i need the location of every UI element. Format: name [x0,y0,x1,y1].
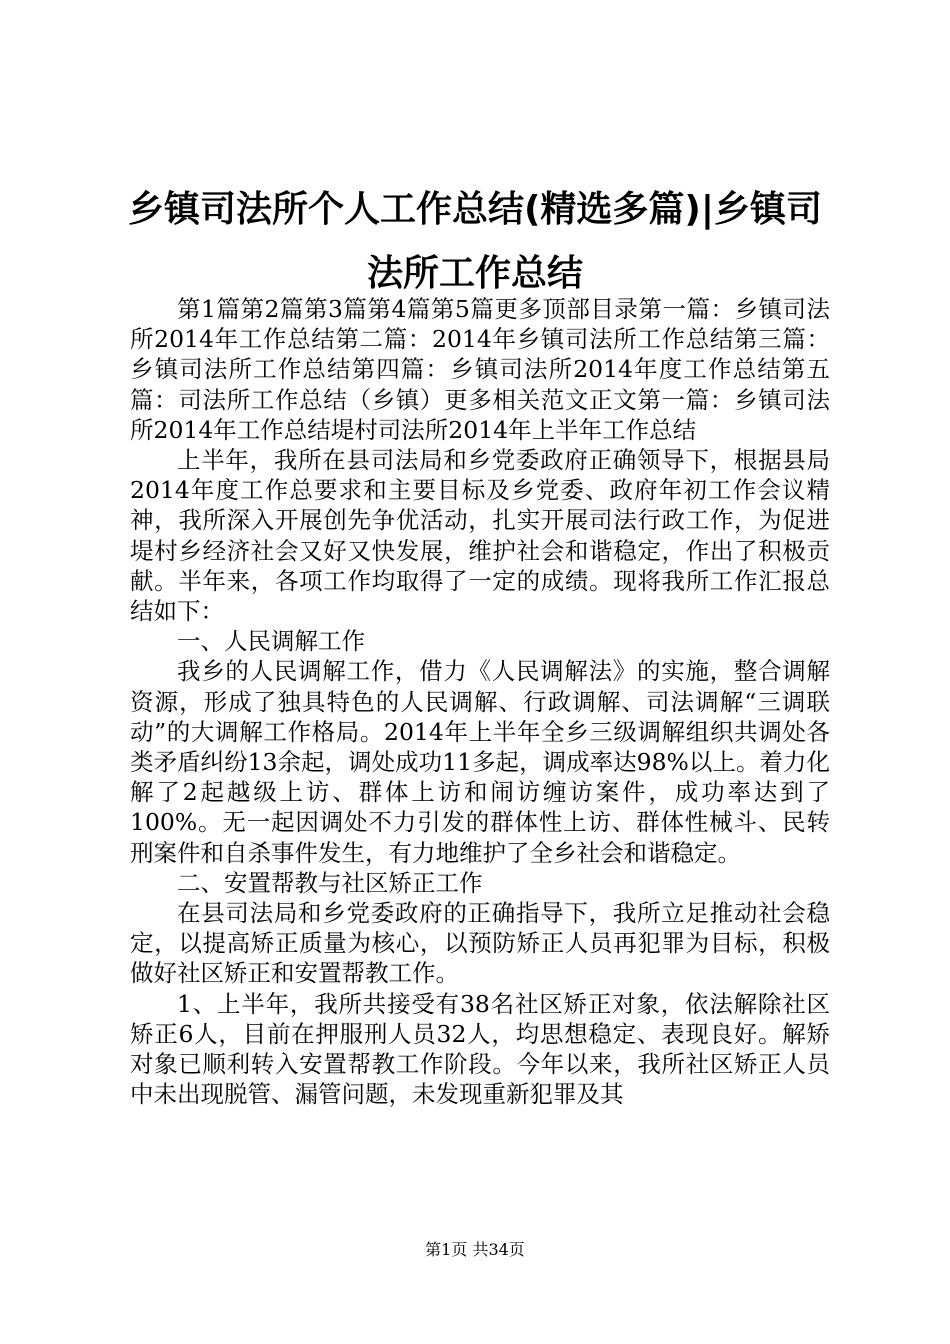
paragraph-correction-stats: 1、上半年，我所共接受有38名社区矫正对象，依法解除社区矫正6人，目前在押服刑人员32人，均思想稳定、表现良好。解矫对象已顺利转入安置帮教工作阶段。今年以来，我所社区矫正人员中未出现脱管、漏管问题，未发现重新犯罪及其 [130,989,830,1109]
document-body [130,294,830,1109]
paragraph-mediation: 我乡的人民调解工作，借力《人民调解法》的实施，整合调解资源，形成了独具特色的人民调解、行政调解、司法调解“三调联动”的大调解工作格局。2014年上半年全乡三级调解组织共调处各类矛盾纠纷13余起，调处成功11多起，调成率达98%以上。着力化解了2起越级上访、群体上访和闹访缠访案件，成功率达到了100%。无一起因调处不力引发的群体性上访、群体性械斗、民转刑案件和自杀事件发生，有力地维护了全乡社会和谐稳定。 [130,657,830,867]
document-title: 乡镇司法所个人工作总结(精选多篇)|乡镇司法所工作总结 [127,189,823,294]
paragraph-resettlement: 在县司法局和乡党委政府的正确指导下，我所立足推动社会稳定，以提高矫正质量为核心，以预防矫正人员再犯罪为目标，积极做好社区矫正和安置帮教工作。 [130,899,830,988]
paragraph-intro: 上半年，我所在县司法局和乡党委政府正确领导下，根据县局2014年度工作总要求和主要目标及乡党委、政府年初工作会议精神，我所深入开展创先争优活动，扎实开展司法行政工作，为促进堤村乡经济社会又好又快发展，维护社会和谐稳定，作出了积极贡献。半年来，各项工作均取得了一定的成绩。现将我所工作汇报总结如下： [130,446,830,626]
section-heading-resettlement: 二、安置帮教与社区矫正工作 [177,868,483,897]
page-number-footer: 第1页 共34页 [425,1240,525,1259]
section-heading-mediation: 一、人民调解工作 [177,627,365,656]
paragraph-table-of-contents: 第1篇第2篇第3篇第4篇第5篇更多顶部目录第一篇：乡镇司法所2014年工作总结第二篇：2014年乡镇司法所工作总结第三篇：乡镇司法所工作总结第四篇：乡镇司法所2014年度工作总结第五篇：司法所工作总结（乡镇）更多相关范文正文第一篇：乡镇司法所2014年工作总结堤村司法所2014年上半年工作总结 [130,295,830,444]
